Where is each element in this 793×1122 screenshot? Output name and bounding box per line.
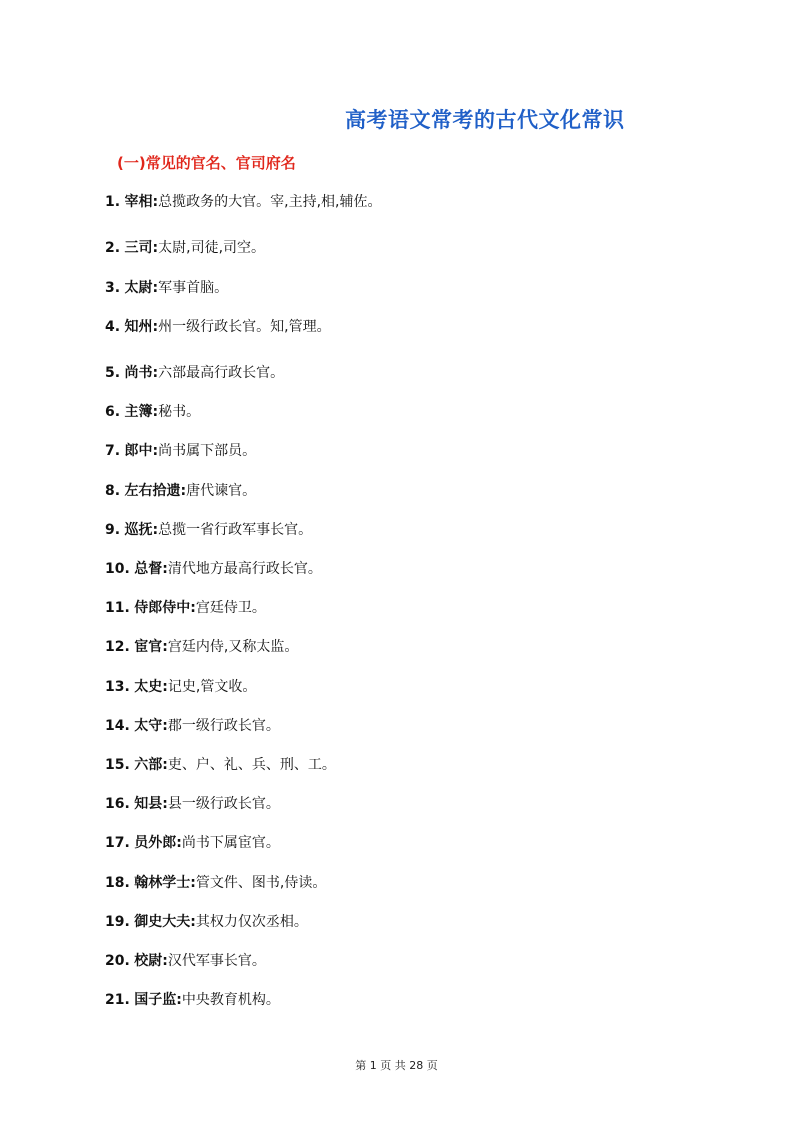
item-colon: : <box>162 718 168 734</box>
item-term: 总督 <box>134 561 163 577</box>
item-definition: 郡一级行政长官。 <box>167 718 280 734</box>
item-number: 2. <box>105 240 121 256</box>
item-number: 5. <box>105 365 121 381</box>
list-item <box>105 990 280 1010</box>
item-definition: 清代地方最高行政长官。 <box>167 561 322 577</box>
item-number: 15. <box>105 757 130 773</box>
item-colon: : <box>176 835 182 851</box>
item-number: 6. <box>105 404 121 420</box>
item-definition: 其权力仅次丞相。 <box>195 914 308 930</box>
item-definition: 宫廷内侍,又称太监。 <box>167 639 299 655</box>
item-definition: 唐代谏官。 <box>186 483 257 499</box>
item-number: 7. <box>105 443 121 459</box>
item-term: 宦官 <box>134 639 163 655</box>
item-term: 六部 <box>134 757 163 773</box>
item-term: 校尉 <box>134 953 163 969</box>
item-colon: : <box>176 992 182 1008</box>
item-definition: 宫廷侍卫。 <box>195 600 266 616</box>
item-definition: 总揽一省行政军事长官。 <box>158 522 313 538</box>
list-item <box>105 598 266 618</box>
item-term: 宰相 <box>124 194 153 210</box>
item-definition: 军事首脑。 <box>158 280 229 296</box>
page-footer <box>0 1057 793 1073</box>
item-colon: : <box>190 600 196 616</box>
item-definition: 吏、户、礼、兵、刑、工。 <box>167 757 336 773</box>
item-term: 翰林学士 <box>134 875 191 891</box>
item-number: 11. <box>105 600 130 616</box>
item-term: 御史大夫 <box>134 914 191 930</box>
item-definition: 州一级行政长官。知,管理。 <box>158 319 331 335</box>
item-definition: 尚书下属宦官。 <box>181 835 280 851</box>
item-colon: : <box>162 953 168 969</box>
footer-suffix: 页 <box>426 1059 438 1072</box>
item-number: 10. <box>105 561 130 577</box>
item-definition: 尚书属下部员。 <box>158 443 257 459</box>
item-term: 三司 <box>124 240 153 256</box>
footer-prefix: 第 <box>355 1059 367 1072</box>
item-colon: : <box>180 483 187 499</box>
item-colon: : <box>152 194 159 210</box>
item-number: 12. <box>105 639 130 655</box>
section-heading: (一)常见的官名、官司府名 <box>117 154 296 172</box>
item-number: 14. <box>105 718 130 734</box>
item-number: 21. <box>105 992 130 1008</box>
list-item <box>105 192 381 212</box>
item-term: 太守 <box>134 718 163 734</box>
item-colon: : <box>162 679 168 695</box>
item-number: 20. <box>105 953 130 969</box>
footer-page-number: 1 <box>369 1059 377 1072</box>
item-colon: : <box>190 914 196 930</box>
item-number: 19. <box>105 914 130 930</box>
item-number: 18. <box>105 875 130 891</box>
item-term: 太史 <box>134 679 163 695</box>
item-term: 知州 <box>124 319 153 335</box>
list-item <box>105 441 256 461</box>
list-item <box>105 716 280 736</box>
item-definition: 县一级行政长官。 <box>167 796 280 812</box>
item-number: 3. <box>105 280 121 296</box>
item-term: 尚书 <box>124 365 153 381</box>
list-item <box>105 520 312 540</box>
item-colon: : <box>152 365 159 381</box>
item-definition: 六部最高行政长官。 <box>158 365 285 381</box>
list-item <box>105 794 280 814</box>
item-term: 主簿 <box>124 404 153 420</box>
item-number: 13. <box>105 679 130 695</box>
list-item <box>105 677 256 697</box>
item-colon: : <box>162 561 168 577</box>
item-colon: : <box>190 875 196 891</box>
item-definition: 管文件、图书,侍读。 <box>195 875 327 891</box>
item-term: 左右拾遗 <box>124 483 181 499</box>
item-colon: : <box>152 240 159 256</box>
list-item <box>105 402 200 422</box>
item-term: 侍郎侍中 <box>134 600 191 616</box>
item-colon: : <box>152 522 159 538</box>
list-item <box>105 833 280 853</box>
item-colon: : <box>162 639 168 655</box>
item-definition: 记史,管文收。 <box>167 679 257 695</box>
item-term: 太尉 <box>124 280 153 296</box>
item-colon: : <box>152 443 159 459</box>
list-item <box>105 481 256 501</box>
item-number: 8. <box>105 483 121 499</box>
list-item <box>105 317 331 337</box>
list-item <box>105 873 326 893</box>
item-definition: 太尉,司徒,司空。 <box>158 240 266 256</box>
item-number: 4. <box>105 319 121 335</box>
list-item <box>105 637 298 657</box>
list-item <box>105 912 308 932</box>
list-item <box>105 363 284 383</box>
list-item <box>105 755 336 775</box>
item-number: 1. <box>105 194 121 210</box>
item-term: 员外郎 <box>134 835 177 851</box>
item-term: 知县 <box>134 796 163 812</box>
list-item <box>105 278 228 298</box>
list-item <box>105 559 322 579</box>
item-term: 郎中 <box>124 443 153 459</box>
item-term: 国子监 <box>134 992 177 1008</box>
item-definition: 汉代军事长官。 <box>167 953 266 969</box>
item-colon: : <box>152 404 159 420</box>
list-item <box>105 951 266 971</box>
item-colon: : <box>162 757 168 773</box>
list-item <box>105 238 265 258</box>
item-definition: 中央教育机构。 <box>181 992 280 1008</box>
item-colon: : <box>152 319 159 335</box>
footer-total-pages: 28 <box>409 1059 424 1072</box>
item-colon: : <box>152 280 159 296</box>
item-definition: 总揽政务的大官。宰,主持,相,辅佐。 <box>158 194 382 210</box>
item-colon: : <box>162 796 168 812</box>
document-title: 高考语文常考的古代文化常识 <box>345 108 625 132</box>
item-number: 16. <box>105 796 130 812</box>
item-term: 巡抚 <box>124 522 153 538</box>
footer-middle: 页 共 <box>380 1059 406 1072</box>
item-definition: 秘书。 <box>158 404 201 420</box>
item-number: 9. <box>105 522 121 538</box>
item-number: 17. <box>105 835 130 851</box>
